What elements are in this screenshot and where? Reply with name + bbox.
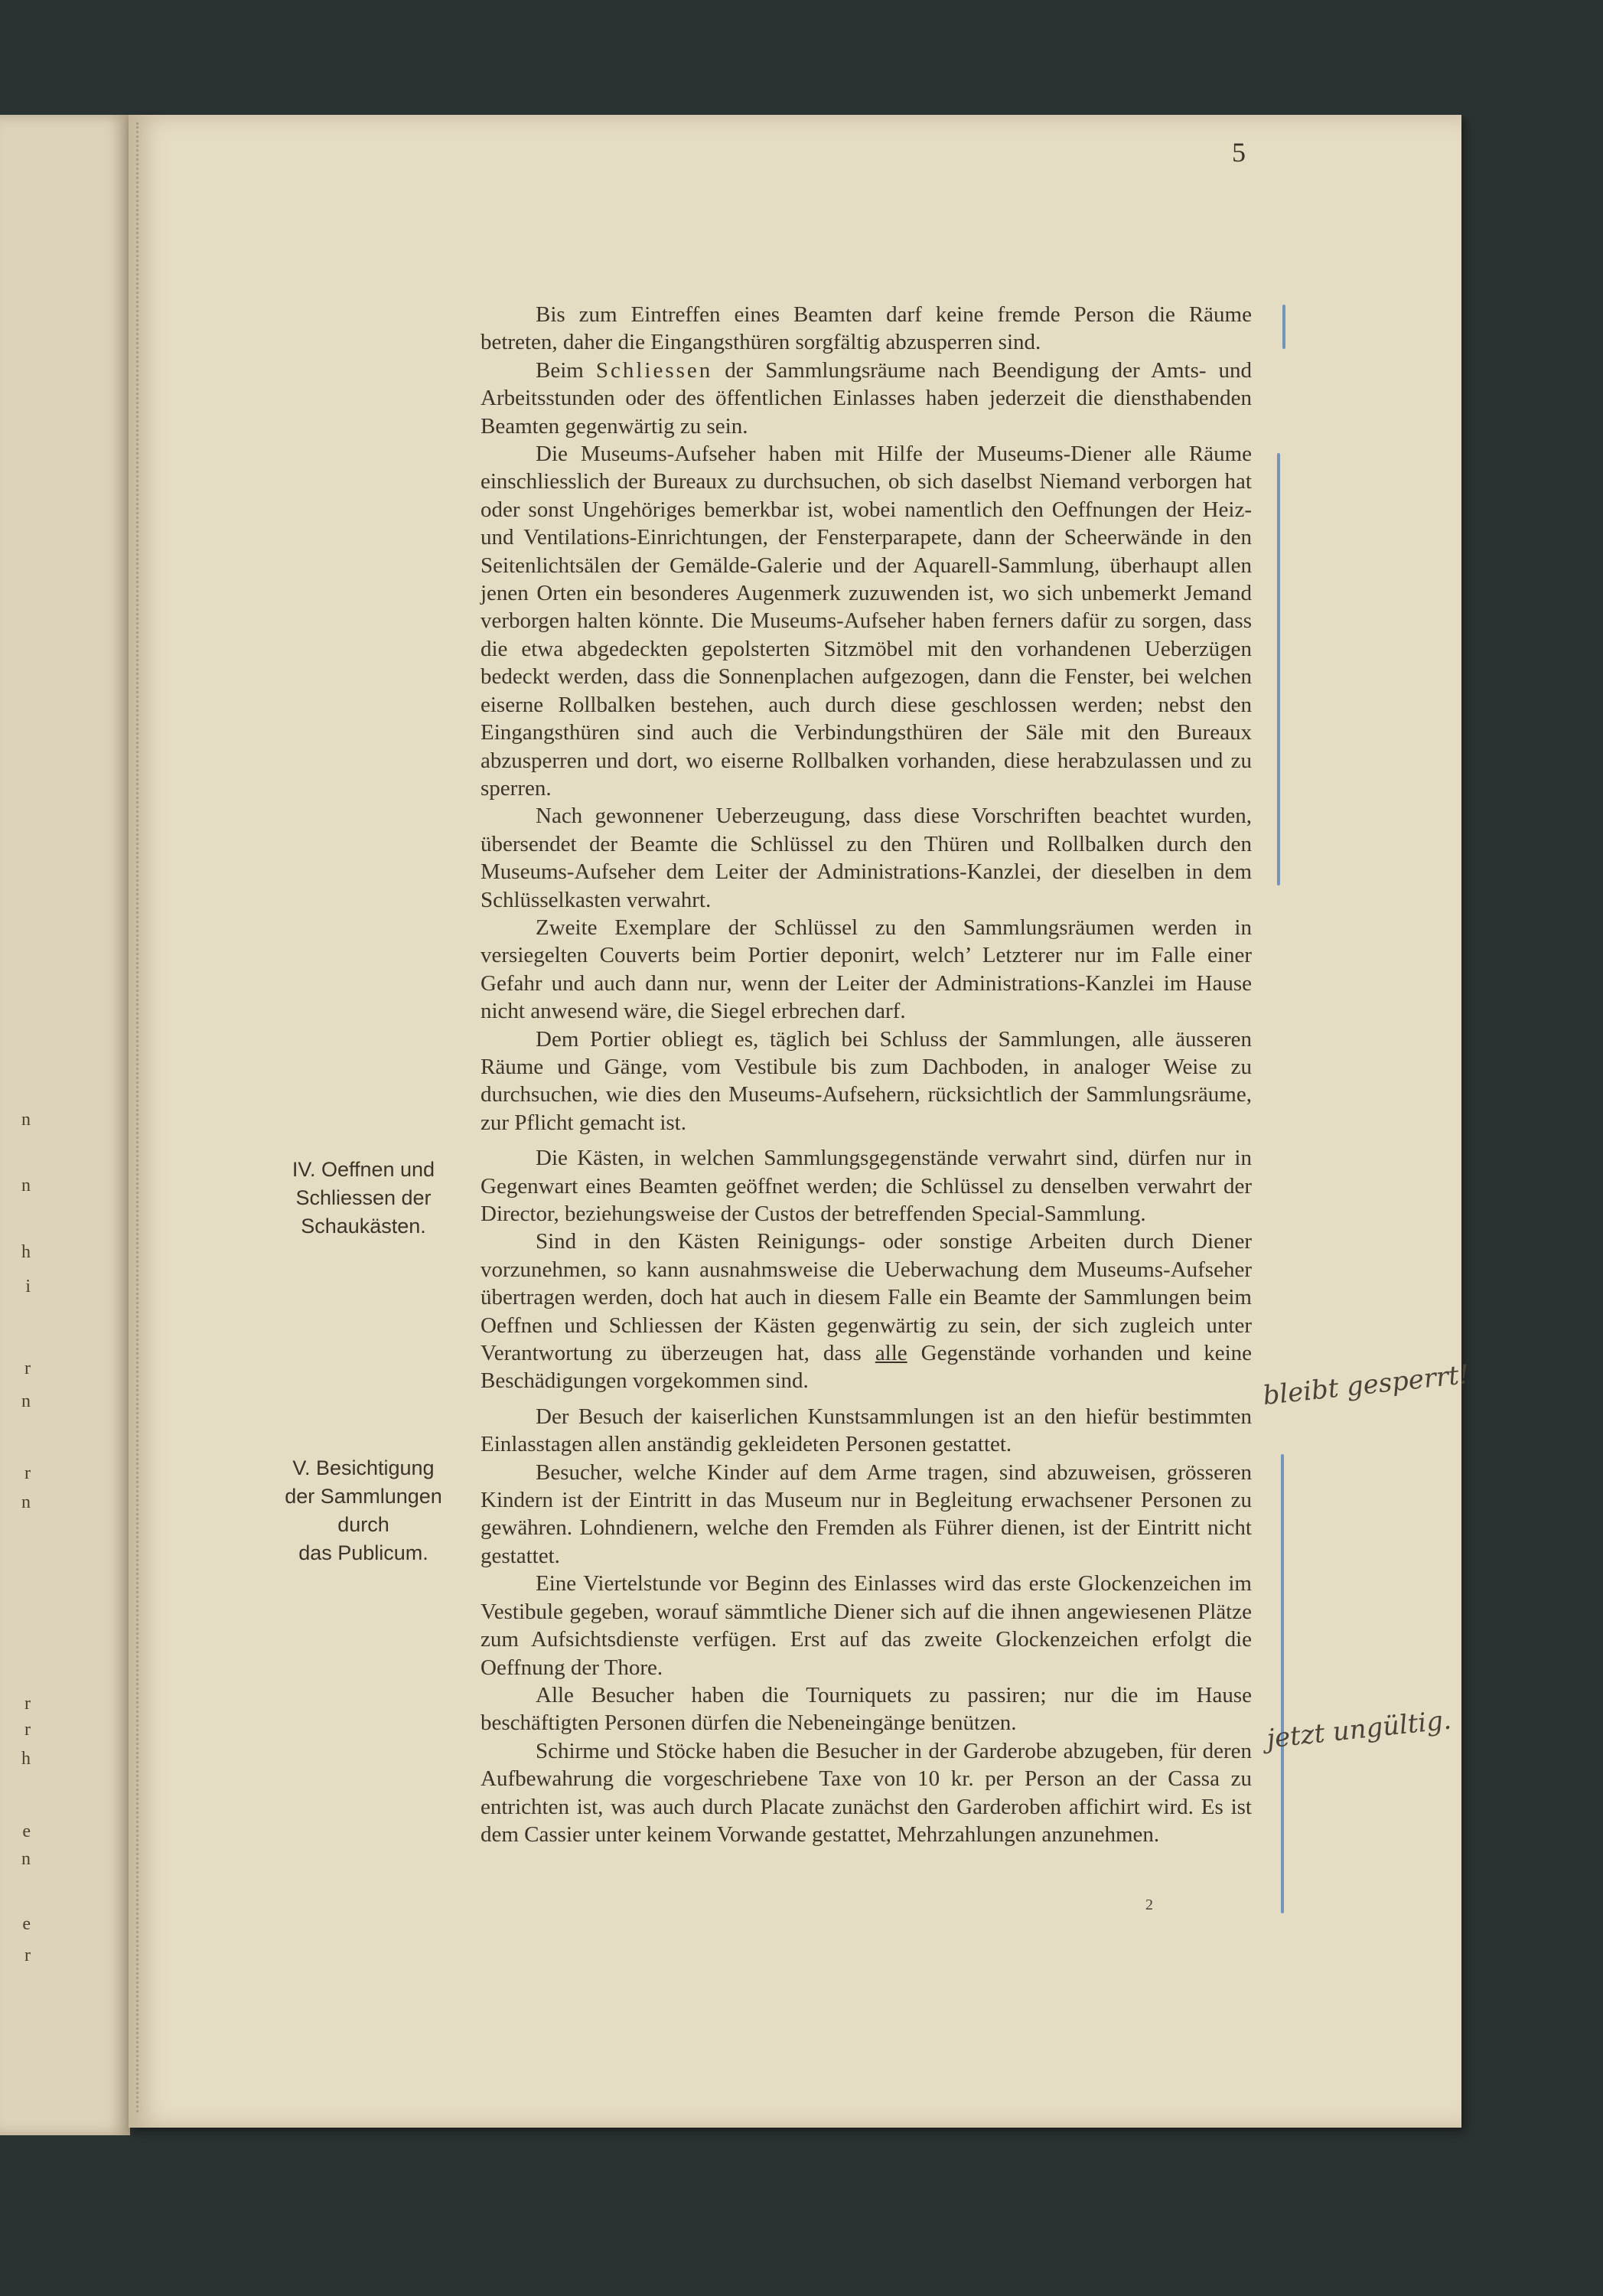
emphasized-word: Schliessen	[595, 357, 713, 383]
section-v-paragraph: Alle Besucher haben die Tourniquets zu passiren; nur die im Hause beschäftigten Personen dürfen die Nebeneingänge benützen.	[481, 1682, 1252, 1736]
paragraph	[481, 440, 1252, 802]
paragraph-rest: der Sammlungsräume nach Beendigung der Amts- und Arbeitsstunden oder des öffentlichen Einlasses haben jederzeit die diensthabenden Beamten gegenwärtig zu sein.	[481, 357, 1253, 439]
section-v-paragraph: Schirme und Stöcke haben die Besucher in der Garderobe abzugeben, für deren Aufbewahrung die vorgeschriebene Taxe von 10 kr. per Person an der Cassa zu entrichten ist, was auch durch Placate zunächst den Garderoben affichirt wird. Es ist dem Cassier unter keinem Vorwande gestattet, Mehrzahlungen anzunehmen.	[481, 1738, 1252, 1847]
trim-letter: e	[22, 1914, 31, 1934]
paragraph-rest: Museums-Aufseher haben mit Hilfe der Museums-Diener alle Räume einschliesslich der Bureaux zu durchsuchen, ob sich daselbst Niemand verborgen hat oder sonst Ungehöriges bemerkbar ist, wobei namentlich den Oeffnungen der Heiz- und Ventilations-Einrichtungen, der Fensterparapete, dann der Scheerwände in den Seitenlichtsälen der Gemälde-Galerie und der Aquarell-Sammlung, überhaupt allen jenen Orten ein besonderes Augenmerk zuzuwenden ist, wo sich unbemerkt Jemand verborgen halten könnte. Die Museums-Aufseher haben ferners dafür zu sorgen, dass die etwa abgedeckten gepolsterten Sitzmöbel mit den vorhandenen Ueberzügen bedeckt werden, dass die Sonnenplachen aufgezogen, dann die Fenster, bei welchen eiserne Rollbalken bestehen, auch durch diese geschlossen werden; nebst den Eingangsthüren sind auch die Verbindungsthüren der Säle mit den Bureaux abzusperren und dort, wo eiserne Rollbalken vorhanden, diese herabzulassen und zu sperren.	[481, 442, 1253, 801]
heading-line: Schliessen der	[295, 1186, 432, 1209]
trim-letter: e	[22, 1821, 31, 1841]
trim-letter: n	[21, 1391, 31, 1411]
paragraph-text: Gegenstände vorhanden und keine Beschädigungen vorgekommen sind.	[481, 1341, 1253, 1394]
binding-stitches	[136, 122, 145, 2112]
heading-line: V. Besichtigung	[292, 1456, 435, 1479]
paragraph-lead: Beim	[536, 357, 584, 383]
handwritten-note: jetzt ungültig.	[1265, 1704, 1453, 1755]
heading-line: durch	[337, 1513, 389, 1536]
heading-line: das Publicum.	[298, 1541, 428, 1564]
heading-line: IV. Oeffnen und	[292, 1158, 435, 1181]
heading-line: Schaukästen.	[301, 1215, 426, 1238]
section-iv-paragraph: Die Kästen, in welchen Sammlungsgegenstände verwahrt sind, dürfen nur in Gegenwart eines Beamten geöffnet werden; die Schlüssel zu denselben verwahrt der Director, beziehungsweise der Custos der betreffenden Special-Sammlung.	[481, 1146, 1252, 1226]
trim-letter: n	[21, 1492, 31, 1512]
trim-letter: i	[25, 1277, 31, 1296]
section-v-paragraph: Der Besuch der kaiserlichen Kunstsammlungen ist an den hiefür bestimmten Einlasstagen allen anständig gekleideten Personen gestattet.	[481, 1404, 1252, 1457]
paragraph: Nach gewonnener Ueberzeugung, dass diese Vorschriften beachtet wurden, übersendet der Beamte die Schlüssel zu den Thüren und Rollbalken durch den Museums-Aufseher dem Leiter der Administrations-Kanzlei, der dieselben in dem Schlüsselkasten verwahrt.	[481, 804, 1252, 912]
section-iv-heading	[264, 1156, 463, 1241]
trim-letter: n	[21, 1176, 31, 1195]
main-text-column	[481, 301, 1252, 1848]
trim-letter: h	[21, 1749, 31, 1769]
trim-letter: r	[24, 1945, 31, 1965]
section-v-heading	[264, 1454, 463, 1567]
trim-letter: r	[24, 1720, 31, 1740]
paragraph-lead: Die	[536, 442, 568, 467]
paragraph-text: Sind in den Kästen Reinigungs- oder sonstige Arbeiten durch Diener vorzunehmen, so kann ausnahmsweise die Ueberwachung dem Museums-Aufseher übertragen werden, doch hat auch in diesem Falle ein Beamte der Sammlungen beim Oeffnen und Schliessen der Kästen gegenwärtig zu sein, der sich zugleich unter Verantwortung zu überzeugen hat, dass	[481, 1229, 1252, 1366]
trim-letter: r	[24, 1358, 31, 1378]
page-number: 5	[1232, 137, 1246, 168]
margin-mark-line	[1277, 453, 1280, 885]
section-iv-paragraph	[481, 1228, 1252, 1394]
paragraph	[481, 357, 1252, 440]
section-v-paragraph: Besucher, welche Kinder auf dem Arme tragen, sind abzuweisen, grösseren Kindern ist der Eintritt in das Museum nur in Begleitung erwachsener Personen zu gewähren. Lohndienern, welche den Fremden als Führer dienen, ist der Eintritt nicht gestattet.	[481, 1459, 1252, 1568]
margin-mark-line	[1282, 305, 1285, 349]
trim-letter: n	[21, 1110, 31, 1130]
trim-letter: h	[21, 1242, 31, 1262]
underlined-word: alle	[875, 1341, 907, 1366]
facing-page-edge	[0, 115, 130, 2135]
paragraph: Bis zum Eintreffen eines Beamten darf keine fremde Person die Räume betreten, daher die Eingangsthüren sorgfältig abzusperren sind.	[481, 302, 1252, 355]
trim-letter: r	[24, 1463, 31, 1483]
heading-line: der Sammlungen	[285, 1485, 442, 1508]
signature-mark: 2	[1145, 1896, 1153, 1913]
trim-letter: n	[21, 1849, 31, 1869]
paragraph: Zweite Exemplare der Schlüssel zu den Sammlungsräumen werden in versiegelten Couverts beim Portier deponirt, welch’ Letzterer nur im Falle einer Gefahr und auch dann nur, wenn der Leiter der Administrations-Kanzlei im Hause nicht anwesend wäre, die Siegel erbrechen darf.	[481, 915, 1252, 1024]
trim-letter: r	[24, 1694, 31, 1714]
handwritten-note: bleibt gesperrt!	[1261, 1358, 1471, 1412]
margin-mark-line	[1281, 1454, 1284, 1913]
paragraph: Dem Portier obliegt es, täglich bei Schluss der Sammlungen, alle äusseren Räume und Gänge, vom Vestibule bis zum Dachboden, in analoger Weise zu durchsuchen, wie dies den Museums-Aufsehern, rücksichtlich der Sammlungsräume, zur Pflicht gemacht ist.	[481, 1026, 1252, 1135]
section-v-paragraph: Eine Viertelstunde vor Beginn des Einlasses wird das erste Glockenzeichen im Vestibule gegeben, worauf sämmtliche Diener sich auf die ihnen angewiesenen Plätze zum Aufsichtsdienste verfügen. Erst auf das zweite Glockenzeichen erfolgt die Oeffnung der Thore.	[481, 1571, 1252, 1680]
